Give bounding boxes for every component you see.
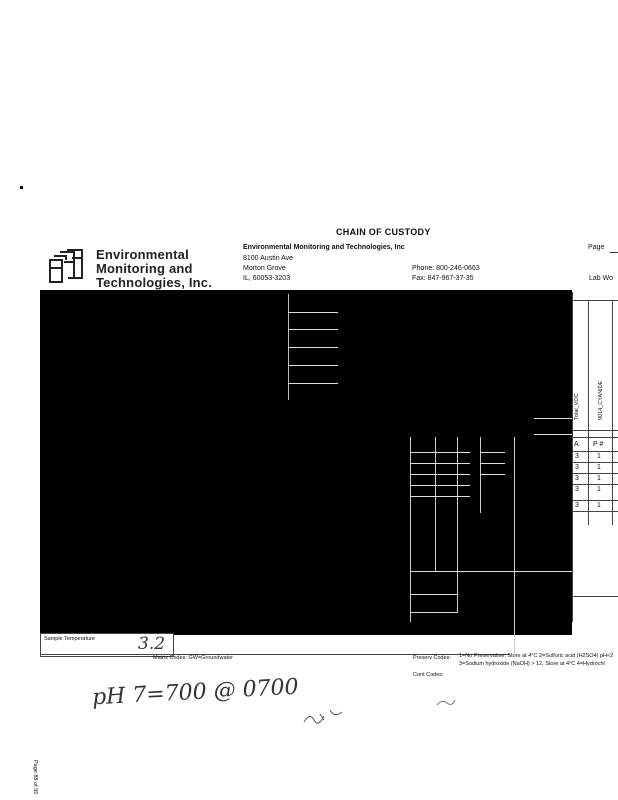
grid-h11 [410,612,458,613]
grid-h3 [410,474,470,475]
redaction-line-h3 [288,347,338,348]
row-2-a: 3 [575,464,579,471]
side-page-number: Page 88 of 95 [32,760,38,795]
rt-v1 [588,300,589,525]
rt-h-5 [572,511,618,512]
handwritten-temperature: 3.2 [138,634,166,654]
grid-h5 [410,496,470,497]
header-a: A [574,441,579,448]
column-cyanide: 9014_CYANIDE [598,380,604,420]
grid-h8 [480,474,505,475]
sample-temp-label: Sample Temperature [44,636,95,642]
rt-h-head [572,430,618,431]
company-fax: Fax: 847-967-37-35 [412,275,474,282]
grid-h7 [480,463,505,464]
redaction-line-h6 [534,418,572,419]
grid-h9 [410,571,572,572]
rt-h-6 [572,596,618,597]
logo-line-1: Environmental [96,247,189,262]
row-4-a: 3 [575,486,579,493]
preserv-codes-label: Preserv Codes: [413,655,451,661]
signature-scribble-icon [300,700,360,730]
redaction-line-h1 [288,312,338,313]
company-city: Morton Grove [243,265,286,272]
redaction-line-h7 [534,434,572,435]
grid-h1 [410,452,470,453]
row-4-p: 1 [597,486,601,493]
company-phone: Phone: 800-246-0663 [412,265,480,272]
matrix-codes: Matrix Codes: GW=Groundwater [153,655,233,661]
preserv-text-2: 3=Sodium hydroxide (NaOH) > 12, Store at 4°C 4=Hydrochl [459,661,605,667]
rt-h-head2 [572,437,618,438]
grid-h2 [410,463,470,464]
stray-dot [20,186,23,189]
grid-h6 [480,452,505,453]
mark-scribble-icon [435,695,459,709]
grid-v4 [480,437,481,513]
row-5-p: 1 [597,502,601,509]
logo-line-2: Monitoring and [96,261,193,276]
handwritten-ph-note: pH 7=700 @ 0700 [91,674,300,711]
row-3-a: 3 [575,475,579,482]
header-p: P # [593,441,604,448]
company-logo-icon [46,246,88,286]
redaction-line-h4 [288,365,338,366]
company-name: Environmental Monitoring and Technologies, Inc [243,244,405,251]
row-3-p: 1 [597,475,601,482]
grid-h4 [410,485,470,486]
document-title: CHAIN OF CUSTODY [336,227,431,237]
grid-v5 [514,437,515,654]
preserv-text-1: 1=No Preservative, Store at 4°C 2=Sulfuric acid (H2SO4) pH<2 [459,653,614,659]
logo-text [96,248,212,290]
row-1-a: 3 [575,453,579,460]
grid-h10 [410,594,458,595]
row-5-a: 3 [575,502,579,509]
company-address: 8100 Austin Ave [243,255,294,262]
grid-v2 [435,437,436,571]
row-1-p: 1 [597,453,601,460]
company-state-zip: IL, 60053-3203 [243,275,291,282]
lab-label: Lab Wo [589,275,613,282]
redaction-line-h2 [288,329,338,330]
rt-v2 [612,300,613,525]
cont-codes: Cont Codes: [413,672,444,678]
page-blank [610,252,618,253]
logo-line-3: Technologies, Inc. [96,275,213,290]
column-total-voc: Total_VOC [574,393,580,420]
redaction-line-h5 [288,383,338,384]
page-label: Page [588,244,605,251]
row-2-p: 1 [597,464,601,471]
